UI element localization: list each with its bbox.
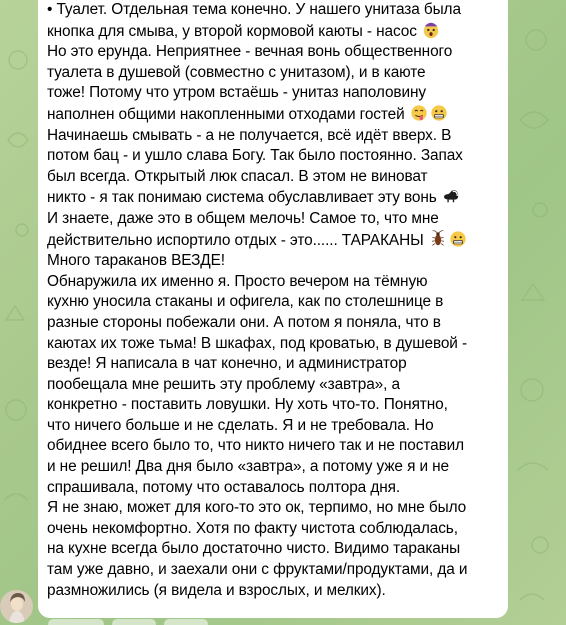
reaction-chip[interactable]	[48, 619, 104, 625]
sender-avatar[interactable]	[0, 590, 33, 623]
message-line: и не решил! Два дня было «завтра», а потому уже я и не	[47, 458, 450, 476]
message-line: Начинаешь смывать - а не получается, всё идёт вверх. В	[47, 126, 452, 144]
message-line: Обнаружила их именно я. Просто вечером на тёмную	[47, 272, 428, 290]
grimacing-face-emoji	[430, 104, 448, 122]
reaction-chip[interactable]	[112, 619, 156, 625]
message-line: Я не знаю, может для кого-то это ок, терпимо, но мне было	[47, 499, 467, 517]
message-text	[47, 0, 498, 601]
avatar-photo-icon	[0, 590, 33, 623]
message-line: везде! Я написала в чат конечно, и администратор	[47, 355, 407, 373]
reaction-chip[interactable]	[164, 619, 208, 625]
message-line: был всегда. Открытый люк спасал. В этом не виноват	[47, 167, 428, 185]
message-line: Но это ерунда. Неприятнее - вечная вонь общественного	[47, 43, 453, 61]
message-line: кнопка для смыва, у второй кормовой каюты - насос	[47, 21, 498, 43]
message-line: на кухне всегда было достаточно чисто. Видимо тараканы	[47, 540, 461, 558]
message-line: тоже! Потому что утром встаёшь - унитаз наполовину	[47, 84, 426, 102]
grimacing-face-emoji	[449, 230, 467, 248]
cockroach-emoji	[429, 230, 447, 248]
message-line: действительно испортило отдых - это...... ТАРАКАНЫ	[47, 230, 498, 252]
message-line: никто - я так понимаю система обуславливает эту вонь	[47, 187, 498, 209]
message-line: что ничего больше и не сделать. Я и не требовала. Но	[47, 416, 434, 434]
message-line: там уже давно, и заехали они с фруктами/продуктами, да и	[47, 561, 468, 579]
skunk-emoji	[442, 187, 460, 205]
message-line: обиднее всего было то, что никто ничего так и не поставил	[47, 437, 465, 455]
message-line: • Туалет. Отдельная тема конечно. У нашего унитаза была	[47, 1, 461, 18]
message-line: разные стороны побежали они. А потом я поняла, что в	[47, 313, 441, 331]
message-line: размножились (я видела и взрослых, и мелких).	[47, 581, 386, 599]
message-line: наполнен общими накопленными отходами гостей	[47, 104, 498, 126]
message-line: очень некомфортно. Хотя по факту чистота соблюдалась,	[47, 519, 458, 537]
message-line: кухню уносила стаканы и офигела, как по столешнице в	[47, 293, 444, 311]
drooling-face-emoji	[410, 104, 428, 122]
message-line: Много тараканов ВЕЗДЕ!	[47, 252, 225, 270]
message-line: пообещала мне решить эту проблему «завтра», а	[47, 375, 400, 393]
message-line: каютах их тоже тьма! В шкафах, под кроватью, в душевой -	[47, 334, 468, 352]
shocked-face-emoji	[422, 21, 440, 39]
message-line: конкретно - поставить ловушки. Ну хоть что-то. Понятно,	[47, 396, 448, 414]
message-line: туалета в душевой (совместно с унитазом), и в каюте	[47, 63, 426, 81]
message-bubble[interactable]	[38, 0, 508, 618]
message-line: потом бац - и ушло слава Богу. Так было постоянно. Запах	[47, 147, 463, 165]
message-line: И знаете, даже это в общем мелочь! Самое то, что мне	[47, 209, 439, 227]
message-line: спрашивала, потому что оставалось полтора дня.	[47, 478, 401, 496]
